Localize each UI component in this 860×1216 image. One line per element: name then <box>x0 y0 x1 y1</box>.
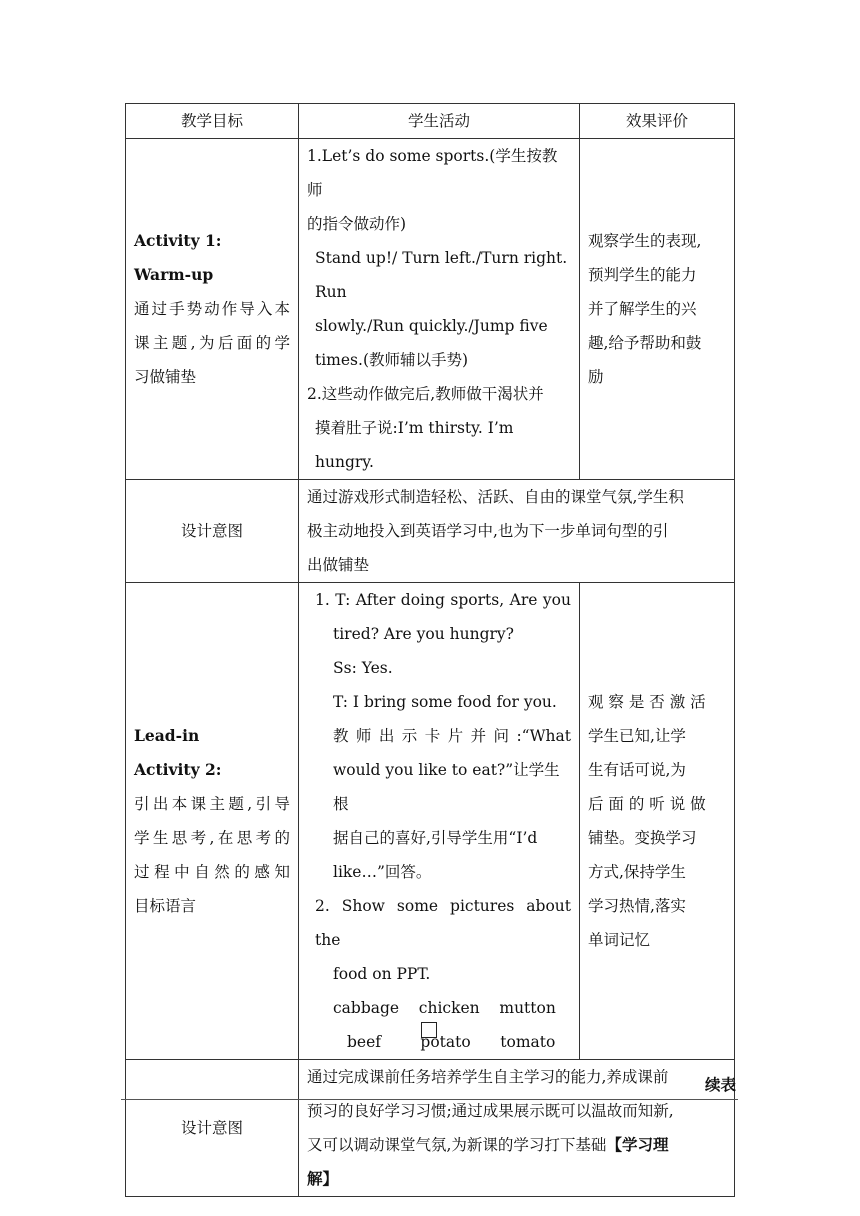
activity-1-line: 2.这些动作做完后,教师做干渴状并 <box>307 385 544 403</box>
activity-2-goal-line: 学生思考,在思考的 <box>134 829 290 847</box>
activity-1-goal-cell <box>126 139 299 480</box>
design-intent-2-line-text: 又可以调动课堂气氛,为新课的学习打下基础 <box>307 1136 607 1154</box>
activity-2-line: 教 师 出 示 卡 片 并 问 :“What <box>333 727 571 745</box>
activity-1-goal-line: 课主题,为后面的学 <box>134 334 290 352</box>
design-intent-1-label: 设计意图 <box>126 480 299 583</box>
design-intent-2-line: 预习的良好学习习惯;通过成果展示既可以温故而知新, <box>307 1102 674 1120</box>
activity-2-subtitle: Activity 2: <box>134 760 222 779</box>
continued-label: 续表 <box>704 1075 736 1094</box>
activity-2-eval-line: 方式,保持学生 <box>588 863 686 881</box>
activity-1-line: 1.Let’s do some sports.(学生按教师 <box>307 147 558 199</box>
design-intent-1-line: 出做铺垫 <box>307 556 370 574</box>
activity-1-eval-line: 并了解学生的兴 <box>588 300 697 318</box>
activity-2-line: 据自己的喜好,引导学生用“I’d <box>333 829 538 847</box>
header-evaluation: 效果评价 <box>580 104 735 139</box>
table-row-activity-1 <box>126 139 735 480</box>
table-row-activity-2 <box>126 583 735 1060</box>
activity-2-student-activity-cell <box>299 583 580 1060</box>
table-row-design-intent-1 <box>126 480 735 583</box>
activity-1-eval-line: 励 <box>588 368 604 386</box>
activity-2-line: 2. Show some pictures about the <box>315 897 571 949</box>
activity-2-eval-line: 学习热情,落实 <box>588 897 686 915</box>
footer-divider <box>121 1099 738 1100</box>
activity-2-goal-line: 过程中自然的感知 <box>134 863 290 881</box>
activity-1-subtitle: Warm-up <box>134 265 214 284</box>
table-row-design-intent-2 <box>126 1060 735 1197</box>
food-words-line: cabbage chicken mutton <box>333 999 556 1017</box>
activity-2-line: like…”回答。 <box>333 863 432 881</box>
design-intent-1-line: 极主动地投入到英语学习中,也为下一步单词句型的引 <box>307 522 669 540</box>
design-intent-2-line: 解】 <box>307 1169 339 1188</box>
header-student-activity: 学生活动 <box>299 104 580 139</box>
table-header-row <box>126 104 735 139</box>
activity-2-goal-line: 引出本课主题,引导 <box>134 795 290 813</box>
activity-1-student-activity-cell <box>299 139 580 480</box>
activity-1-goal-line: 习做铺垫 <box>134 368 197 386</box>
activity-2-evaluation-cell <box>580 583 735 1060</box>
activity-2-eval-line: 观 察 是 否 激 活 <box>588 693 706 711</box>
activity-2-line: T: I bring some food for you. <box>333 693 557 711</box>
activity-2-line: Ss: Yes. <box>333 659 393 677</box>
activity-1-goal-line: 通过手势动作导入本 <box>134 300 290 318</box>
activity-1-eval-line: 观察学生的表现, <box>588 232 702 250</box>
activity-1-line: Stand up!/ Turn left./Turn right. Run <box>315 249 568 301</box>
activity-1-line: slowly./Run quickly./Jump five <box>315 317 548 335</box>
food-words-line: beef potato tomato <box>347 1033 556 1051</box>
activity-1-eval-line: 趣,给予帮助和鼓 <box>588 334 702 352</box>
activity-2-goal-cell <box>126 583 299 1060</box>
activity-1-line: 的指令做动作) <box>307 215 407 233</box>
design-intent-2-label: 设计意图 <box>126 1060 299 1197</box>
activity-1-title: Activity 1: <box>134 231 222 250</box>
activity-1-line: 摸着肚子说:I’m thirsty. I’m hungry. <box>315 419 514 471</box>
design-intent-2-line: 通过完成课前任务培养学生自主学习的能力,养成课前 <box>307 1068 669 1086</box>
design-intent-2-text-cell <box>299 1060 735 1197</box>
activity-1-evaluation-cell <box>580 139 735 480</box>
activity-2-eval-line: 学生已知,让学 <box>588 727 686 745</box>
design-intent-1-text-cell <box>299 480 735 583</box>
activity-2-eval-line: 生有话可说,为 <box>588 761 686 779</box>
activity-2-eval-line: 后 面 的 听 说 做 <box>588 795 706 813</box>
checkbox[interactable] <box>421 1022 437 1038</box>
activity-2-line: 1. T: After doing sports, Are you <box>315 591 571 609</box>
header-teaching-goal: 教学目标 <box>126 104 299 139</box>
activity-2-eval-line: 单词记忆 <box>588 931 651 949</box>
activity-1-eval-line: 预判学生的能力 <box>588 266 697 284</box>
design-intent-1-line: 通过游戏形式制造轻松、活跃、自由的课堂气氛,学生积 <box>307 488 684 506</box>
activity-2-line: tired? Are you hungry? <box>333 625 514 643</box>
learning-understanding-tag: 【学习理 <box>606 1135 669 1154</box>
design-intent-2-line <box>307 1128 726 1162</box>
activity-2-eval-line: 铺垫。变换学习 <box>588 829 697 847</box>
activity-1-line: times.(教师辅以手势) <box>315 351 469 369</box>
activity-2-goal-line: 目标语言 <box>134 897 197 915</box>
activity-2-line: would you like to eat?”让学生根 <box>333 761 560 813</box>
activity-2-line: food on PPT. <box>333 965 431 983</box>
activity-2-title: Lead-in <box>134 726 200 745</box>
